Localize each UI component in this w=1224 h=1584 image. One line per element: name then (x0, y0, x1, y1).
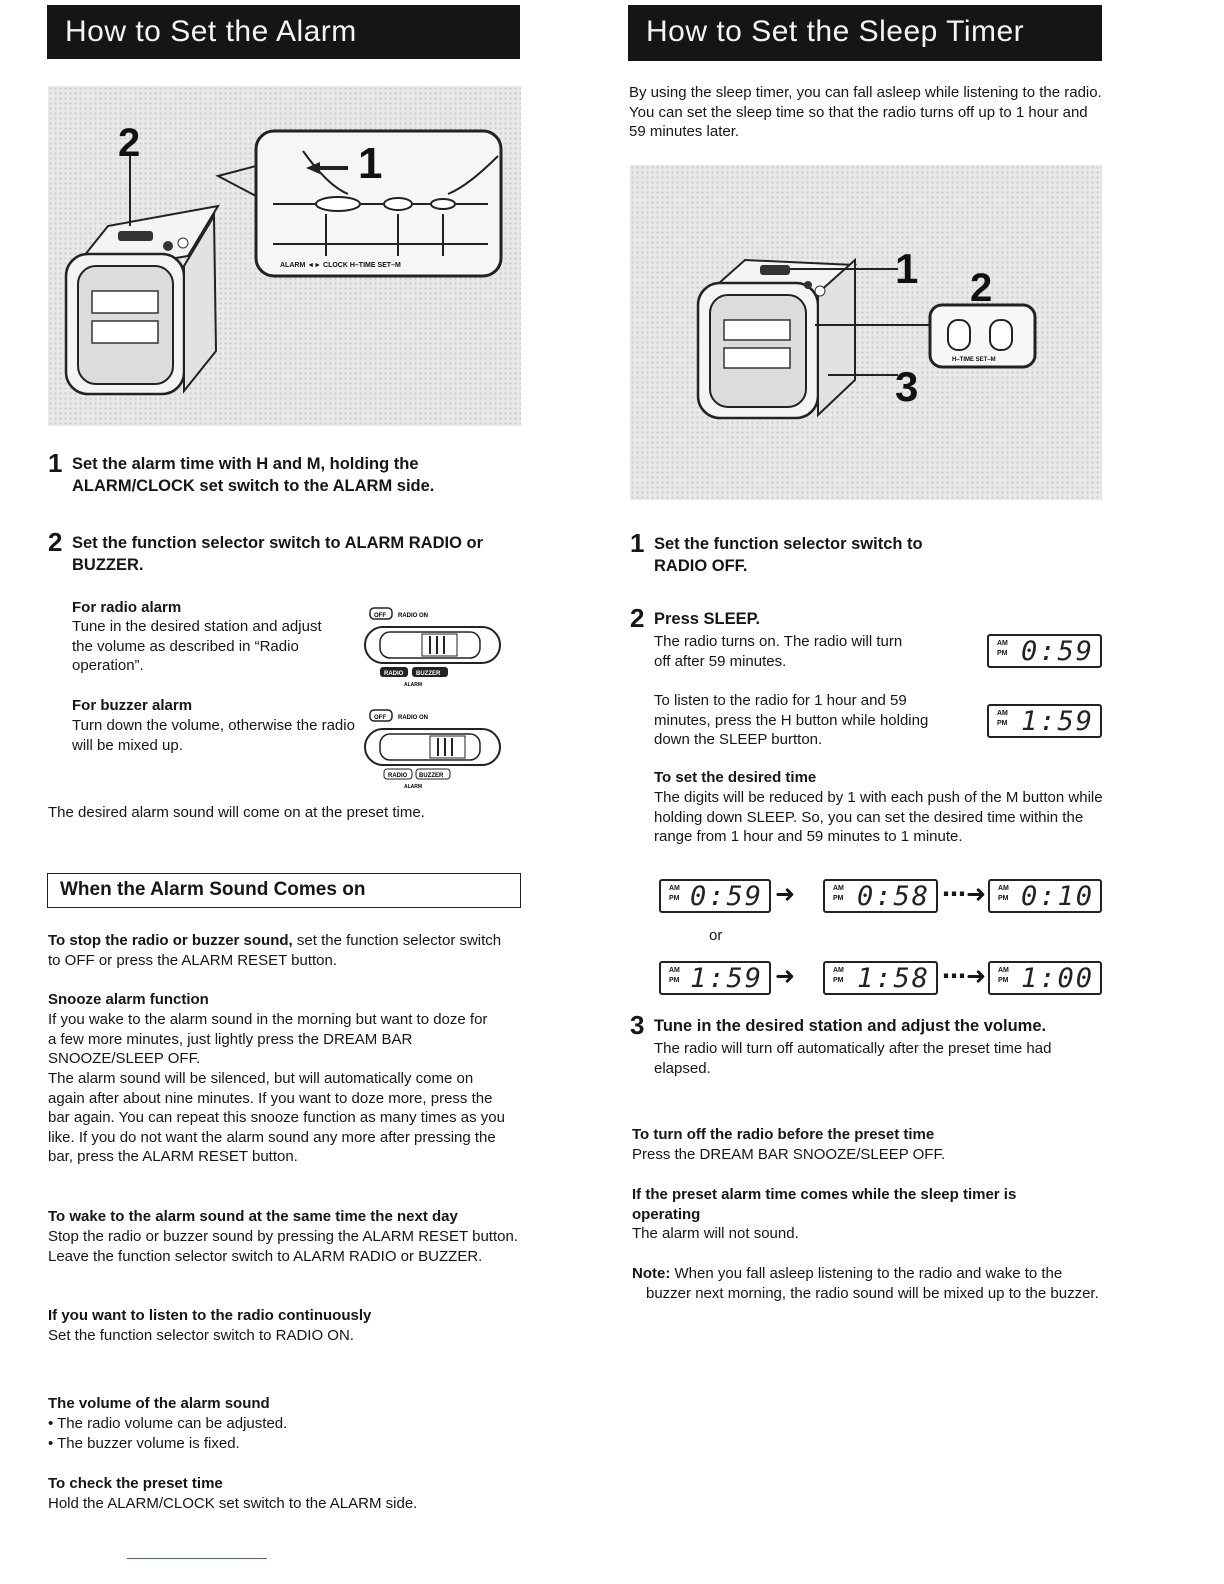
display-pm: PM (669, 895, 680, 902)
note-text: When you fall asleep listening to the radio and wake to the buzzer next morning, the radio sound will be mixed up to the buzzer. (646, 1265, 1099, 1302)
stop-sound-text: set the function selector switch to OFF or press the ALARM RESET button. (48, 932, 502, 969)
switch-radio-label: RADIO (384, 671, 404, 677)
sleep-clock-drawing (630, 165, 1102, 500)
switch-alarm-label: ALARM (404, 682, 423, 688)
check-preset-heading: To check the preset time (48, 1475, 223, 1492)
sleep-step-3-text: Tune in the desired station and adjust the volume. (654, 1017, 1047, 1035)
switch-off-label: OFF (374, 613, 386, 619)
display-digits: 1:59 (689, 963, 763, 994)
turn-off-heading: To turn off the radio before the preset time (632, 1126, 935, 1143)
sleep-step-3 (630, 1010, 1124, 1040)
alarm-step-1-number: 1 (48, 448, 63, 478)
alarm-step-2-text: Set the function selector switch to ALARM RADIO or BUZZER. (72, 534, 483, 574)
callout-number-1: 1 (358, 139, 383, 188)
switch-buzzer-label: BUZZER (419, 773, 444, 779)
row2-display-2 (823, 961, 938, 995)
alarm-clock-illustration (48, 86, 521, 426)
display-am: AM (833, 967, 844, 974)
alarm-step-1-text: Set the alarm time with H and M, holding the ALARM/CLOCK set switch to the ALARM side. (72, 455, 435, 495)
volume-heading: The volume of the alarm sound (48, 1395, 270, 1412)
display-0-59 (987, 634, 1102, 668)
row1-display-2 (823, 879, 938, 913)
alarm-step-2 (48, 527, 552, 576)
display-1-59 (987, 704, 1102, 738)
sleep-step-2-text-1: The radio turns on. The radio will turn off after 59 minutes. (654, 633, 903, 670)
row1-display-3 (988, 879, 1102, 913)
switch-labels: ALARM ◄► CLOCK H–TIME SET–M (280, 262, 401, 269)
switch-buzzer-label: BUZZER (416, 671, 441, 677)
sleep-step-1-text: Set the function selector switch to RADIO OFF. (654, 535, 923, 575)
row1-display-1 (659, 879, 771, 913)
stop-sound-paragraph (48, 931, 508, 970)
sleep-step-2-text: Press SLEEP. (654, 610, 761, 628)
display-pm: PM (998, 977, 1009, 984)
display-am: AM (833, 885, 844, 892)
display-am: AM (669, 967, 680, 974)
sleep-callout-number-1: 1 (895, 245, 919, 292)
snooze-text-2: The alarm sound will be silenced, but will automatically come on again after about nine minutes. If you want to doze more, press the bar again. You can repeat this snooze function as many times as you like. If you do not want the alarm sound any more after pressing the bar, press the ALARM RESET button. (48, 1070, 505, 1166)
sleep-step-1-number: 1 (630, 528, 645, 558)
display-am: AM (669, 885, 680, 892)
next-day-text: Stop the radio or buzzer sound by pressing the ALARM RESET button. Leave the function selector switch to ALARM RADIO or BUZZER. (48, 1228, 518, 1265)
desired-time-heading: To set the desired time (654, 769, 817, 786)
note-lead: Note: (632, 1265, 671, 1282)
alarm-section-title: How to Set the Alarm (47, 5, 520, 59)
continuous-heading: If you want to listen to the radio continuously (48, 1307, 372, 1324)
display-am: AM (998, 885, 1009, 892)
desired-time-text: The digits will be reduced by 1 with each push of the M button while holding down SLEEP. So, you can set the desired time within the range from 1 hour and 59 minutes to 1 minute. (654, 789, 1103, 846)
display-digits: 0:10 (1020, 881, 1094, 912)
sleep-step-1 (630, 528, 954, 577)
snooze-text: If you wake to the alarm sound in the morning but want to doze for a few more minutes, just lightly press the DREAM BAR SNOOZE/SLEEP OFF. (48, 1011, 488, 1068)
display-am: AM (997, 710, 1008, 717)
volume-item-2: • The buzzer volume is fixed. (48, 1435, 240, 1452)
sleep-callout-number-3: 3 (895, 363, 919, 410)
display-digits: 0:59 (1020, 636, 1094, 667)
display-pm: PM (997, 650, 1008, 657)
switch-off-label: OFF (374, 715, 386, 721)
check-preset-text: Hold the ALARM/CLOCK set switch to the ALARM side. (48, 1495, 418, 1512)
switch-radio-label: RADIO (388, 773, 408, 779)
snooze-heading: Snooze alarm function (48, 991, 209, 1008)
turn-off-text: Press the DREAM BAR SNOOZE/SLEEP OFF. (632, 1146, 946, 1163)
dashed-arrow-right-icon: ⋯➜ (942, 881, 987, 908)
alarm-clock-drawing (48, 86, 521, 426)
continuous-text: Set the function selector switch to RADIO ON. (48, 1327, 354, 1344)
arrow-right-icon: ➜ (775, 963, 796, 990)
display-pm: PM (998, 895, 1009, 902)
alarm-sound-section-title: When the Alarm Sound Comes on (47, 873, 521, 908)
display-pm: PM (833, 895, 844, 902)
switch-radio-on-label: RADIO ON (398, 715, 428, 721)
preset-alarm-text: The alarm will not sound. (632, 1225, 799, 1242)
row2-display-1 (659, 961, 771, 995)
buzzer-alarm-heading: For buzzer alarm (72, 697, 193, 714)
display-pm: PM (669, 977, 680, 984)
radio-alarm-heading: For radio alarm (72, 599, 182, 616)
display-pm: PM (833, 977, 844, 984)
alarm-closing-text: The desired alarm sound will come on at the preset time. (48, 804, 425, 821)
stop-sound-lead: To stop the radio or buzzer sound, (48, 932, 293, 949)
sleep-intro: By using the sleep timer, you can fall asleep while listening to the radio. You can set the sleep time so that the radio turns off up to 1 hour and 59 minutes later. (629, 84, 1102, 141)
row2-display-3 (988, 961, 1102, 995)
display-digits: 1:58 (856, 963, 930, 994)
next-day-heading: To wake to the alarm sound at the same time the next day (48, 1208, 458, 1225)
note-paragraph (632, 1264, 1104, 1303)
volume-item-1: • The radio volume can be adjusted. (48, 1415, 288, 1432)
sleep-step-2-number: 2 (630, 603, 645, 633)
sleep-step-2-text-2: To listen to the radio for 1 hour and 59 minutes, press the H button while holding down the SLEEP burtton. (654, 692, 929, 749)
display-digits: 0:59 (689, 881, 763, 912)
display-digits: 0:58 (856, 881, 930, 912)
sleep-step-3-number: 3 (630, 1010, 645, 1040)
sleep-callout-number-2: 2 (970, 266, 993, 310)
display-digits: 1:00 (1020, 963, 1094, 994)
display-pm: PM (997, 720, 1008, 727)
display-am: AM (997, 640, 1008, 647)
footer-rule (127, 1558, 267, 1559)
switch-alarm-label: ALARM (404, 784, 423, 790)
sleep-step-3-detail: The radio will turn off automatically after the preset time had elapsed. (654, 1040, 1052, 1077)
buzzer-alarm-text: Turn down the volume, otherwise the radio will be mixed up. (72, 717, 355, 754)
sleep-section-title: How to Set the Sleep Timer (628, 5, 1102, 61)
selector-switch-diagram-buzzer (360, 707, 505, 792)
radio-alarm-text: Tune in the desired station and adjust the volume as described in “Radio operation”. (72, 618, 322, 675)
preset-alarm-heading: If the preset alarm time comes while the sleep timer is operating (632, 1186, 1017, 1223)
arrow-right-icon: ➜ (775, 881, 796, 908)
dashed-arrow-right-icon: ⋯➜ (942, 963, 987, 990)
callout-number-2: 2 (118, 121, 141, 165)
alarm-step-2-number: 2 (48, 527, 63, 557)
alarm-step-1 (48, 448, 512, 497)
selector-switch-diagram-radio (360, 605, 505, 690)
display-digits: 1:59 (1020, 706, 1094, 737)
switch-radio-on-label: RADIO ON (398, 613, 428, 619)
sleep-timer-illustration (630, 165, 1102, 500)
sleep-step-2 (630, 603, 954, 633)
display-am: AM (998, 967, 1009, 974)
sleep-switch-labels: H–TIME SET–M (952, 357, 996, 363)
or-label: or (709, 927, 723, 944)
